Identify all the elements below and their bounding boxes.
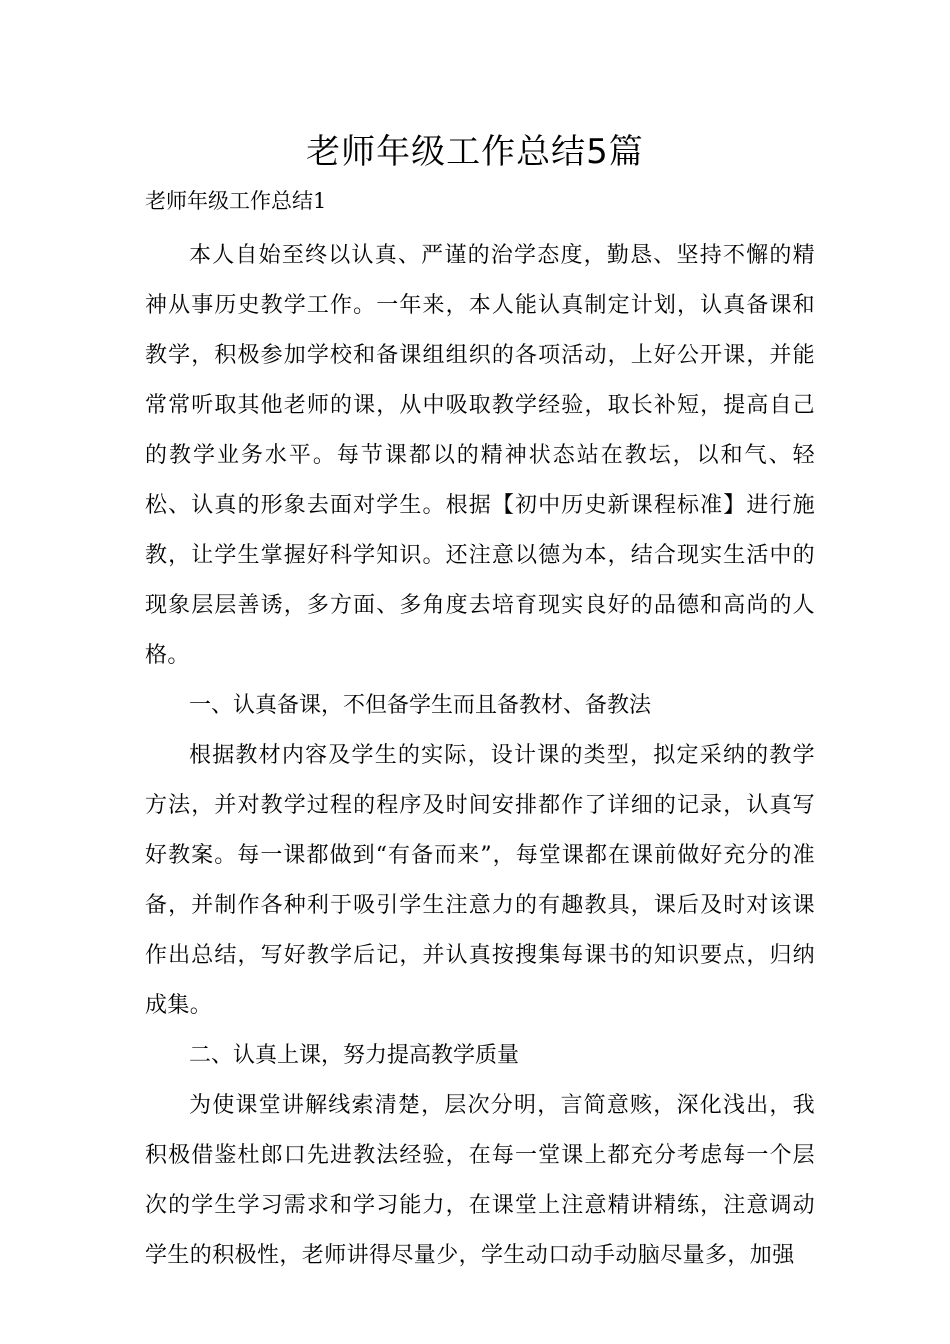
paragraph-intro: 本人自始至终以认真、严谨的治学态度，勤恳、坚持不懈的精神从事历史教学工作。一年来，本人能认真制定计划，认真备课和教学，积极参加学校和备课组组织的各项活动，上好公开课，并能常常听取其他老师的课，从中吸取教学经验，取长补短，提高自己的教学业务水平。每节课都以的精神状态站在教坛，以和气、轻松、认真的形象去面对学生。根据【初中历史新课程标准】进行施教，让学生掌握好科学知识。还注意以德为本，结合现实生活中的现象层层善诱，多方面、多角度去培育现实良好的品德和高尚的人格。: [145, 243, 815, 668]
document-body: [145, 231, 815, 1281]
section-heading-1: 一、认真备课，不但备学生而且备教材、备教法: [189, 693, 652, 718]
paragraph-lesson-prep: 根据教材内容及学生的实际，设计课的类型，拟定采纳的教学方法，并对教学过程的程序及时间安排都作了详细的记录，认真写好教案。每一课都做到“有备而来”，每堂课都在课前做好充分的准备，并制作各种利于吸引学生注意力的有趣教具，课后及时对该课作出总结，写好教学后记，并认真按搜集每课书的知识要点，归纳成集。: [145, 743, 815, 1018]
document-title: 老师年级工作总结5篇: [306, 132, 644, 172]
section-subtitle: 老师年级工作总结1: [145, 189, 327, 213]
paragraph-teaching: 为使课堂讲解线索清楚，层次分明，言简意赅，深化浅出，我积极借鉴杜郎口先进教法经验，在每一堂课上都充分考虑每一个层次的学生学习需求和学习能力，在课堂上注意精讲精练，注意调动学生的积极性，老师讲得尽量少，学生动口动手动脑尽量多，加强: [145, 1093, 815, 1268]
section-heading-2: 二、认真上课，努力提高教学质量: [189, 1043, 520, 1068]
